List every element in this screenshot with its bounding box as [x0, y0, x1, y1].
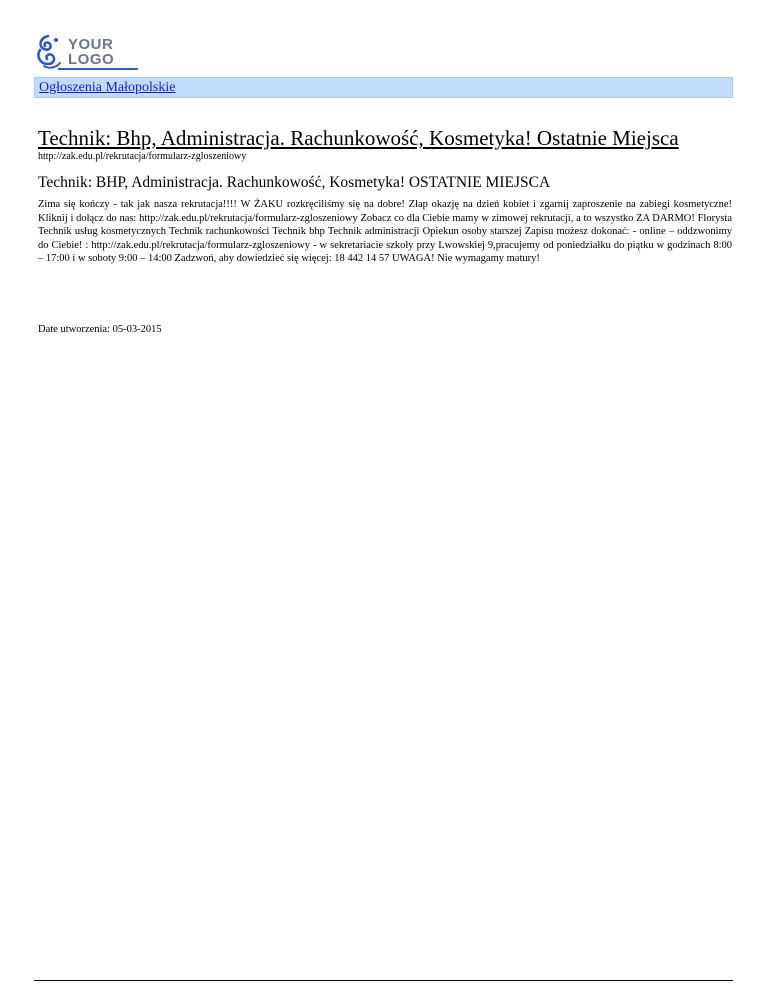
logo-underline: [58, 68, 138, 70]
page-title[interactable]: Technik: Bhp, Administracja. Rachunkowość, Kosmetyka! Ostatnie Miejsca: [38, 126, 679, 150]
logo-text: [68, 37, 114, 67]
site-header-bar: [34, 77, 733, 98]
article-body: Zima się kończy - tak jak nasza rekrutacja!!!! W ŻAKU rozkręciliśmy się na dobre! Złap okazję na dzień kobiet i zgarnij zaproszenie na zabiegi kosmetyczne! Kliknij i dołącz do nas: http://zak.edu.pl/rekrutacja/formularz-zgloszeniowy Zobacz co dla Ciebie mamy w zimowej rekrutacji, a to wszystko ZA DARMO! Florysta Technik usług kosmetycznych Technik rachunkowości Technik bhp Technik administracji Opiekun osoby starszej Zapisu możesz dokonać: - online – oddzwonimy do Ciebie! : http://zak.edu.pl/rekrutacja/formularz-zgloszeniowy - w sekretariacie szkoły przy Lwowskiej 9,pracujemy od poniedziałku do piątku w godzinach 8:00 – 17:00 i w soboty 9:00 – 14:00 Zadzwoń, aby dowiedzieć się więcej: 18 442 14 57 UWAGA! Nie wymagamy matury!: [38, 199, 732, 264]
source-url: http://zak.edu.pl/rekrutacja/formularz-zgloszeniowy: [38, 151, 247, 162]
logo: [34, 34, 144, 72]
creation-date: Date utworzenia: 05-03-2015: [38, 324, 162, 335]
site-home-link[interactable]: Ogłoszenia Małopolskie: [39, 80, 176, 95]
swirl-logo-icon: [34, 34, 64, 70]
article-subtitle: Technik: BHP, Administracja. Rachunkowość, Kosmetyka! OSTATNIE MIEJSCA: [38, 174, 551, 191]
logo-line-1: YOUR: [68, 36, 114, 53]
footer-divider: [34, 980, 733, 981]
logo-line-2: LOGO: [68, 51, 115, 68]
